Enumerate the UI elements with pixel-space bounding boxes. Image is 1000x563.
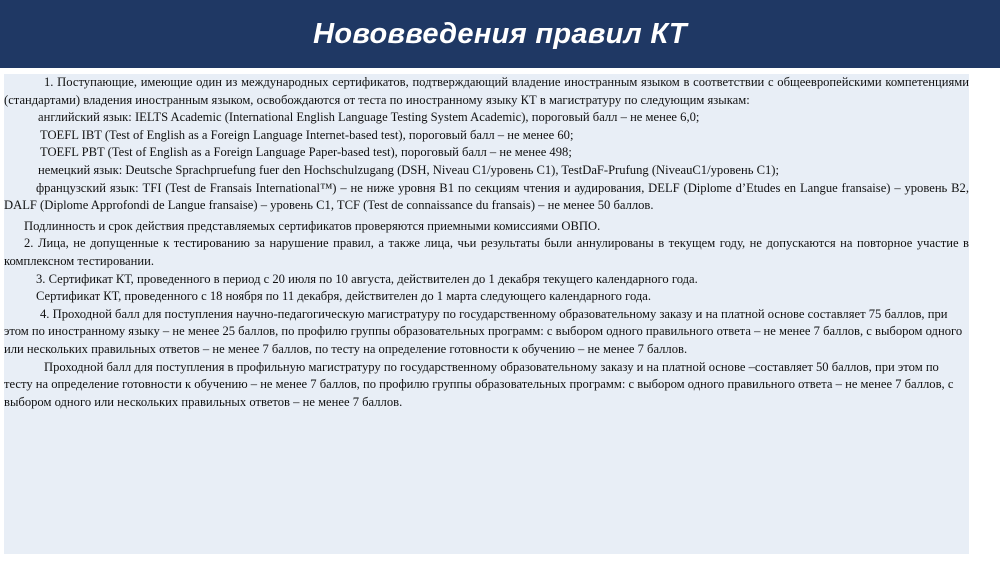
paragraph-toefl-pbt: TOEFL PBT (Test of English as a Foreign Language Paper-based test), пороговый балл – не менее 498; [40,145,572,160]
slide-header [0,0,1000,68]
paragraph-toefl-ibt: TOEFL IBT (Test of English as a Foreign Language Internet-based test), пороговый балл – не менее 60; [40,127,574,142]
paragraph-passing-score-profile: Проходной балл для поступления в профильную магистратуру по государственному образовательному заказу и на платной основе –составляет 50 баллов, при этом по тесту на определение готовности к обучению – не менее 7 баллов, по профилю группы образовательных программ: с выбором одного правильного ответа – не менее 7 баллов, с выбором одного или нескольких правильных ответов – не менее 7 баллов. [4,359,954,409]
slide-title: Нововведения правил КТ [313,17,687,50]
paragraph-french: французский язык: TFI (Test de Fransais International™) – не ниже уровня B1 по секциям чтения и аудирования, DELF (Diplome d’Etudes en Langue fransaise) – уровень B2, DALF (Diplome Approfondi de Langue fransaise) – уровень C1, TCF (Test de connaissance du fransais) – не менее 50 баллов. [4,180,969,213]
paragraph-1-certificates: 1. Поступающие, имеющие один из международных сертификатов, подтверждающий владение иностранным языком в соответствии с общеевропейскими компетенциями (стандартами) владения иностранным языком, освобождаются от теста по иностранному языку КТ в магистратуру по следующим языкам: [4,75,969,107]
content-panel [4,74,969,554]
paragraph-4-passing-score-scientific: 4. Проходной балл для поступления научно-педагогическую магистратуру по государственному образовательному заказу и на платной основе составляет 75 баллов, при этом по иностранному языку – не менее 25 баллов, по профилю группы образовательных программ: с выбором одного правильного ответа – не менее 7 баллов, с выбором одного или нескольких правильных ответов – не менее 7 баллов, по тесту на определение готовности к обучению – не менее 7 баллов. [4,306,963,356]
paragraph-3-certificate-summer: 3. Сертификат КТ, проведенного в период с 20 июля по 10 августа, действителен до 1 декабря текущего календарного года. [36,271,698,286]
paragraph-ielts: английский язык: IELTS Academic (International English Language Testing System Academic), пороговый балл – не менее 6,0; [38,110,700,125]
paragraph-german: немецкий язык: Deutsche Sprachpruefung fuer den Hochschulzugang (DSH, Niveau C1/уровень C1), TestDaF-Prufung (NiveauC1/уровень C1); [38,162,779,177]
paragraph-validity: Подлинность и срок действия представляемых сертификатов проверяются приемными комиссиями ОВПО. [24,218,601,233]
paragraph-2-exclusion: 2. Лица, не допущенные к тестированию за нарушение правил, а также лица, чьи результаты были аннулированы в текущем году, не допускаются на повторное участие в комплексном тестировании. [4,236,969,268]
paragraph-certificate-winter: Сертификат КТ, проведенного с 18 ноября по 11 декабря, действителен до 1 марта следующего календарного года. [36,289,652,304]
